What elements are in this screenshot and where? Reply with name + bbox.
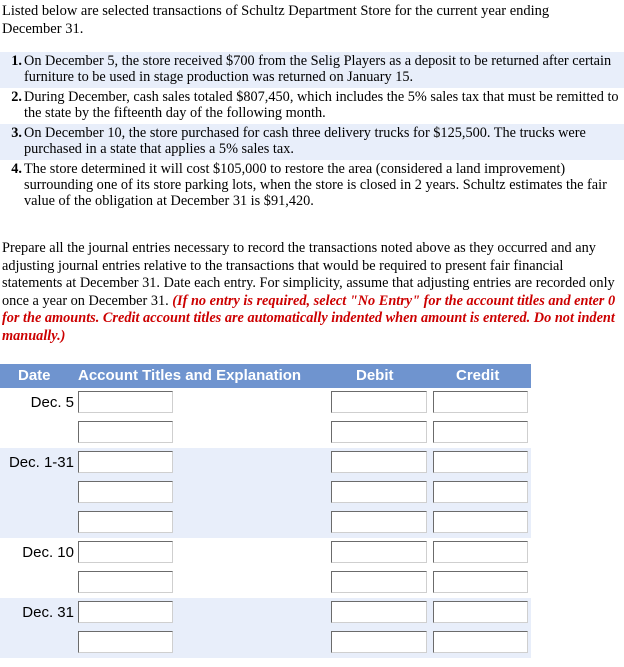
table-row bbox=[0, 538, 531, 568]
header-date: Date bbox=[18, 367, 51, 384]
debit-input[interactable] bbox=[331, 631, 427, 653]
transaction-number: 4. bbox=[11, 161, 22, 177]
journal-entry-table bbox=[0, 364, 531, 658]
instructions-note: (If no entry is required, select "No Entry" for the account titles and enter 0 for the amounts. Credit account titles are automatically indented when amount is entered. Do not indent manually.) bbox=[2, 292, 616, 344]
debit-input[interactable] bbox=[331, 601, 427, 623]
account-title-input[interactable] bbox=[78, 421, 173, 443]
account-title-input[interactable] bbox=[78, 481, 173, 503]
debit-input[interactable] bbox=[331, 571, 427, 593]
intro-text: Listed below are selected transactions of Schultz Department Store for the current year ending December 31. bbox=[2, 3, 550, 37]
debit-input[interactable] bbox=[331, 511, 427, 533]
account-title-input[interactable] bbox=[78, 391, 173, 413]
debit-input[interactable] bbox=[331, 541, 427, 563]
header-credit: Credit bbox=[456, 367, 500, 384]
transaction-number: 3. bbox=[11, 125, 22, 141]
table-row bbox=[0, 568, 531, 598]
account-title-input[interactable] bbox=[78, 511, 173, 533]
transaction-number: 2. bbox=[11, 89, 22, 105]
transaction-item bbox=[0, 124, 624, 160]
account-title-input[interactable] bbox=[78, 541, 173, 563]
account-title-input[interactable] bbox=[78, 601, 173, 623]
credit-input[interactable] bbox=[433, 421, 528, 443]
transaction-item bbox=[0, 88, 624, 124]
instructions bbox=[2, 240, 620, 345]
credit-input[interactable] bbox=[433, 511, 528, 533]
credit-input[interactable] bbox=[433, 601, 528, 623]
credit-input[interactable] bbox=[433, 571, 528, 593]
table-header bbox=[0, 364, 531, 388]
transaction-text: The store determined it will cost $105,000 to restore the area (considered a land improvement) surrounding one of its store parking lots, when the store is closed in 2 years. Schultz estimates the fair value of the obligation at December 31 is $91,420. bbox=[24, 161, 607, 209]
header-account: Account Titles and Explanation bbox=[78, 367, 302, 384]
credit-input[interactable] bbox=[433, 391, 528, 413]
account-title-input[interactable] bbox=[78, 571, 173, 593]
table-row bbox=[0, 508, 531, 538]
entry-date: Dec. 1-31 bbox=[8, 454, 74, 471]
table-row bbox=[0, 478, 531, 508]
transaction-number: 1. bbox=[11, 53, 22, 69]
debit-input[interactable] bbox=[331, 421, 427, 443]
debit-input[interactable] bbox=[331, 481, 427, 503]
table-row bbox=[0, 448, 531, 478]
transaction-text: On December 5, the store received $700 from the Selig Players as a deposit to be returned after certain furniture to be used in stage production was returned on January 15. bbox=[24, 53, 612, 85]
table-row bbox=[0, 598, 531, 628]
credit-input[interactable] bbox=[433, 631, 528, 653]
table-row bbox=[0, 418, 531, 448]
transaction-list bbox=[0, 52, 624, 212]
transaction-item bbox=[0, 160, 624, 212]
entry-date: Dec. 10 bbox=[22, 544, 74, 561]
transaction-text: During December, cash sales totaled $807,450, which includes the 5% sales tax that must be remitted to the state by the fifteenth day of the following month. bbox=[24, 89, 619, 121]
credit-input[interactable] bbox=[433, 541, 528, 563]
entry-date: Dec. 31 bbox=[22, 604, 74, 621]
entry-date: Dec. 5 bbox=[30, 394, 74, 411]
debit-input[interactable] bbox=[331, 391, 427, 413]
table-row bbox=[0, 388, 531, 418]
debit-input[interactable] bbox=[331, 451, 427, 473]
transaction-item bbox=[0, 52, 624, 88]
transaction-text: On December 10, the store purchased for cash three delivery trucks for $125,500. The trucks were purchased in a state that applies a 5% sales tax. bbox=[24, 125, 586, 157]
table-row bbox=[0, 628, 531, 658]
account-title-input[interactable] bbox=[78, 451, 173, 473]
credit-input[interactable] bbox=[433, 451, 528, 473]
instructions-main: Prepare all the journal entries necessary to record the transactions noted above as they occurred and any adjusting journal entries relative to the transactions that would be required to present fair financial statements at December 31. Date each entry. For simplicity, assume that adjusting entries are recorded only once a year on December 31. bbox=[2, 240, 615, 309]
header-debit: Debit bbox=[356, 367, 394, 384]
account-title-input[interactable] bbox=[78, 631, 173, 653]
credit-input[interactable] bbox=[433, 481, 528, 503]
